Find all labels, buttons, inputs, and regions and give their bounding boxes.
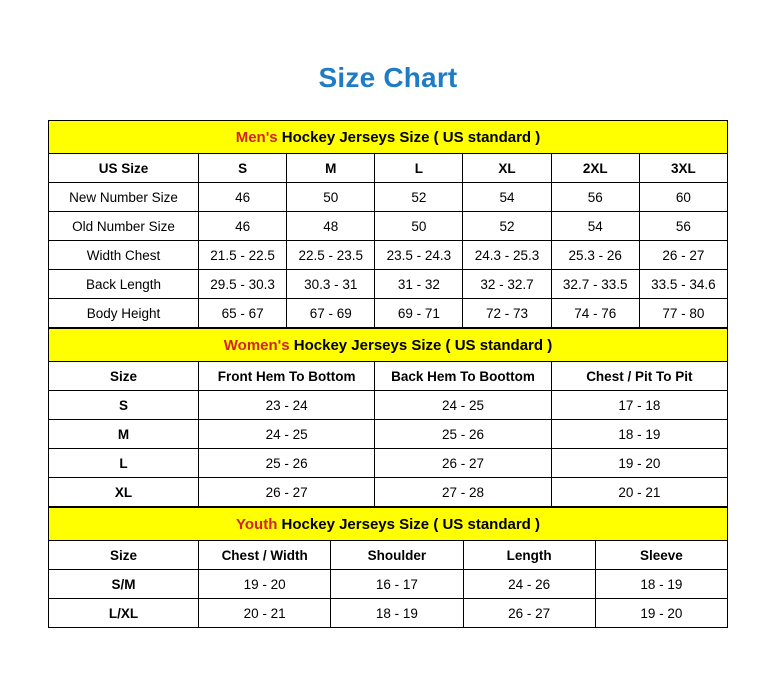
table-row xyxy=(49,299,728,328)
mens-cell-3-4: 32.7 - 33.5 xyxy=(551,270,639,299)
mens-cell-2-3: 24.3 - 25.3 xyxy=(463,241,551,270)
mens-cell-2-4: 25.3 - 26 xyxy=(551,241,639,270)
womens-row-label-0: S xyxy=(49,391,199,420)
youth-row-label-1: L/XL xyxy=(49,599,199,628)
womens-cell-0-0: 23 - 24 xyxy=(199,391,375,420)
mens-cell-4-2: 69 - 71 xyxy=(375,299,463,328)
mens-cell-4-3: 72 - 73 xyxy=(463,299,551,328)
womens-row-label-3: XL xyxy=(49,478,199,507)
womens-header-accent: Women's xyxy=(223,336,290,354)
mens-cell-3-5: 33.5 - 34.6 xyxy=(639,270,727,299)
womens-column-header-row xyxy=(49,362,728,391)
mens-cell-4-5: 77 - 80 xyxy=(639,299,727,328)
mens-cell-0-5: 60 xyxy=(639,183,727,212)
womens-section-header-cell xyxy=(49,329,728,362)
youth-section-header-cell xyxy=(49,508,728,541)
womens-row-label-2: L xyxy=(49,449,199,478)
mens-col-3: L xyxy=(375,154,463,183)
womens-col-0: Size xyxy=(49,362,199,391)
mens-cell-2-1: 22.5 - 23.5 xyxy=(287,241,375,270)
table-row xyxy=(49,241,728,270)
womens-header-rest: Hockey Jerseys Size ( US standard ) xyxy=(289,336,553,354)
mens-cell-4-1: 67 - 69 xyxy=(287,299,375,328)
youth-section-header-row xyxy=(49,508,728,541)
table-row xyxy=(49,478,728,507)
mens-cell-1-1: 48 xyxy=(287,212,375,241)
womens-cell-1-0: 24 - 25 xyxy=(199,420,375,449)
youth-cell-1-3: 19 - 20 xyxy=(595,599,727,628)
womens-cell-1-1: 25 - 26 xyxy=(375,420,551,449)
mens-cell-2-2: 23.5 - 24.3 xyxy=(375,241,463,270)
mens-row-label-1: Old Number Size xyxy=(49,212,199,241)
youth-cell-0-2: 24 - 26 xyxy=(463,570,595,599)
table-row xyxy=(49,420,728,449)
womens-cell-1-2: 18 - 19 xyxy=(551,420,727,449)
mens-section-header-row xyxy=(49,121,728,154)
mens-cell-0-1: 50 xyxy=(287,183,375,212)
mens-col-4: XL xyxy=(463,154,551,183)
mens-cell-4-4: 74 - 76 xyxy=(551,299,639,328)
womens-cell-0-2: 17 - 18 xyxy=(551,391,727,420)
youth-col-4: Sleeve xyxy=(595,541,727,570)
womens-row-label-1: M xyxy=(49,420,199,449)
womens-cell-3-0: 26 - 27 xyxy=(199,478,375,507)
mens-cell-0-0: 46 xyxy=(199,183,287,212)
mens-cell-3-2: 31 - 32 xyxy=(375,270,463,299)
table-row xyxy=(49,449,728,478)
mens-col-1: S xyxy=(199,154,287,183)
youth-column-header-row xyxy=(49,541,728,570)
mens-row-label-0: New Number Size xyxy=(49,183,199,212)
womens-cell-3-2: 20 - 21 xyxy=(551,478,727,507)
table-row xyxy=(49,599,728,628)
womens-cell-0-1: 24 - 25 xyxy=(375,391,551,420)
mens-cell-3-3: 32 - 32.7 xyxy=(463,270,551,299)
youth-col-2: Shoulder xyxy=(331,541,463,570)
mens-section-header-cell xyxy=(49,121,728,154)
mens-col-2: M xyxy=(287,154,375,183)
youth-col-0: Size xyxy=(49,541,199,570)
mens-row-label-3: Back Length xyxy=(49,270,199,299)
womens-cell-2-1: 26 - 27 xyxy=(375,449,551,478)
mens-col-0: US Size xyxy=(49,154,199,183)
mens-col-5: 2XL xyxy=(551,154,639,183)
mens-cell-1-0: 46 xyxy=(199,212,287,241)
youth-cell-1-2: 26 - 27 xyxy=(463,599,595,628)
mens-row-label-2: Width Chest xyxy=(49,241,199,270)
womens-col-3: Chest / Pit To Pit xyxy=(551,362,727,391)
mens-cell-1-2: 50 xyxy=(375,212,463,241)
youth-cell-0-1: 16 - 17 xyxy=(331,570,463,599)
womens-section-header-row xyxy=(49,329,728,362)
youth-cell-1-0: 20 - 21 xyxy=(199,599,331,628)
mens-col-6: 3XL xyxy=(639,154,727,183)
table-row xyxy=(49,212,728,241)
table-row xyxy=(49,391,728,420)
mens-column-header-row xyxy=(49,154,728,183)
mens-cell-0-2: 52 xyxy=(375,183,463,212)
mens-cell-2-5: 26 - 27 xyxy=(639,241,727,270)
youth-col-3: Length xyxy=(463,541,595,570)
mens-row-label-4: Body Height xyxy=(49,299,199,328)
table-row xyxy=(49,270,728,299)
youth-size-table xyxy=(48,507,728,628)
womens-size-table xyxy=(48,328,728,507)
womens-cell-2-0: 25 - 26 xyxy=(199,449,375,478)
mens-cell-1-5: 56 xyxy=(639,212,727,241)
mens-size-table xyxy=(48,120,728,328)
youth-row-label-0: S/M xyxy=(49,570,199,599)
youth-cell-0-0: 19 - 20 xyxy=(199,570,331,599)
youth-col-1: Chest / Width xyxy=(199,541,331,570)
youth-header-accent: Youth xyxy=(236,515,278,533)
mens-cell-2-0: 21.5 - 22.5 xyxy=(199,241,287,270)
mens-cell-0-3: 54 xyxy=(463,183,551,212)
mens-header-accent: Men's xyxy=(235,128,278,146)
youth-cell-1-1: 18 - 19 xyxy=(331,599,463,628)
womens-cell-3-1: 27 - 28 xyxy=(375,478,551,507)
mens-cell-1-3: 52 xyxy=(463,212,551,241)
mens-header-rest: Hockey Jerseys Size ( US standard ) xyxy=(277,128,541,146)
womens-col-2: Back Hem To Boottom xyxy=(375,362,551,391)
table-row xyxy=(49,183,728,212)
youth-header-rest: Hockey Jerseys Size ( US standard ) xyxy=(277,515,540,533)
womens-cell-2-2: 19 - 20 xyxy=(551,449,727,478)
size-tables-container xyxy=(48,120,728,628)
mens-cell-1-4: 54 xyxy=(551,212,639,241)
page-title: Size Chart xyxy=(318,62,458,93)
mens-cell-3-0: 29.5 - 30.3 xyxy=(199,270,287,299)
mens-cell-0-4: 56 xyxy=(551,183,639,212)
youth-cell-0-3: 18 - 19 xyxy=(595,570,727,599)
table-row xyxy=(49,570,728,599)
womens-col-1: Front Hem To Bottom xyxy=(199,362,375,391)
mens-cell-4-0: 65 - 67 xyxy=(199,299,287,328)
mens-cell-3-1: 30.3 - 31 xyxy=(287,270,375,299)
